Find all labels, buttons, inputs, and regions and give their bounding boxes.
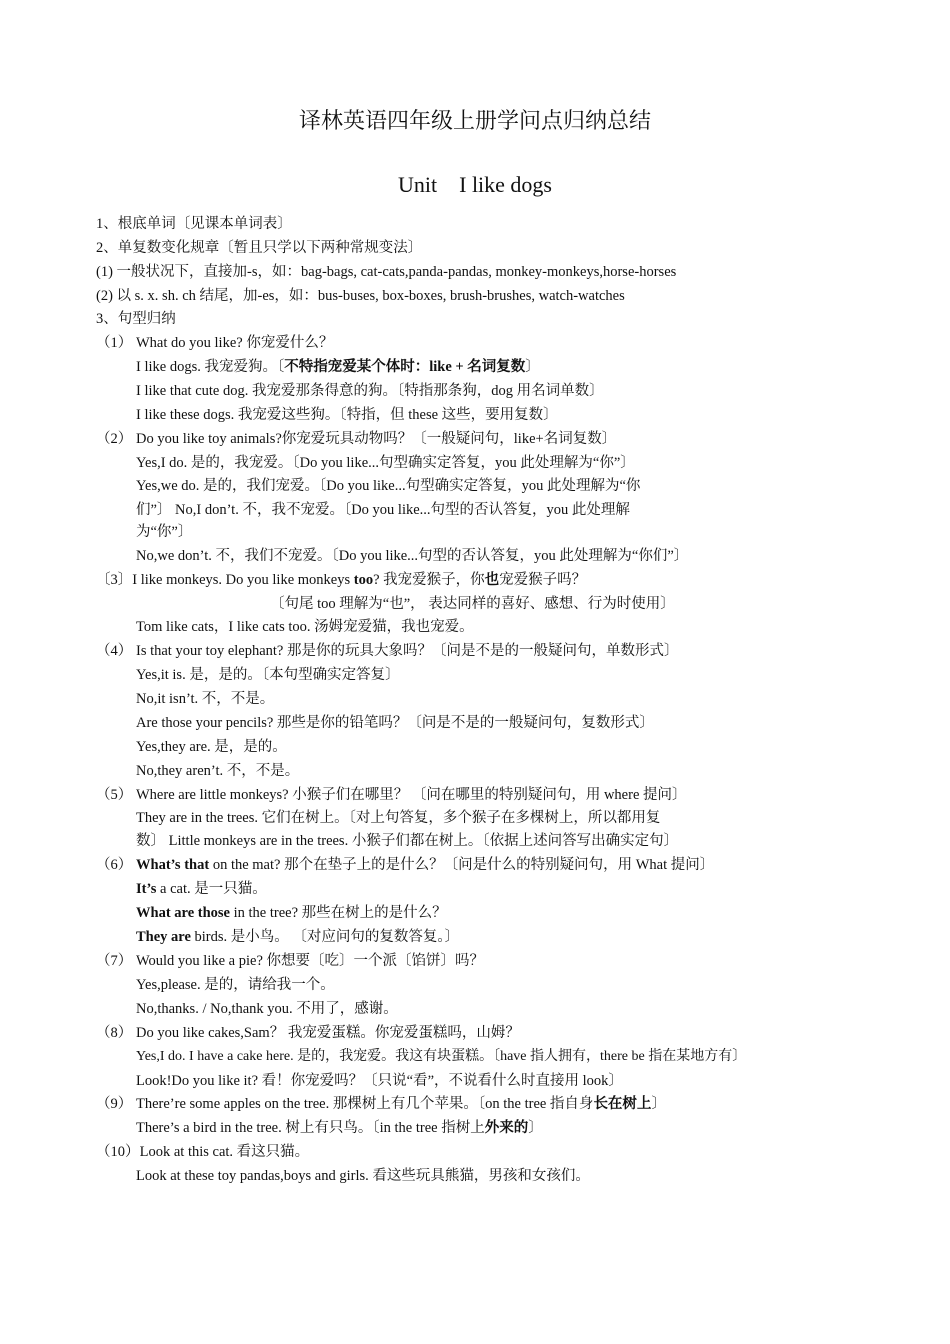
item-10-line-1: （10） Look at this cat. 看这只猫。 [96,1144,310,1160]
item-number: （10） [96,1144,140,1160]
item-4-line-4: Are those your pencils? 那些是你的铅笔吗？〔问是不是的一般疑问句，复数形式〕 [136,715,654,731]
item-4-line-1: （4） Is that your toy elephant? 那是你的玩具大象吗？〔问是不是的一般疑问句，单数形式〕 [96,643,679,659]
item-6-line-3: What are those in the tree? 那些在树上的是什么？ [136,905,447,921]
section-sentence-patterns: 3、句型归纳 [96,311,176,327]
item-6-line-4: They are birds. 是小鸟。 〔对应问句的复数答复。〕 [136,929,460,945]
item-2-line-6: No,we don’t. 不，我们不宠爱。〔Do you like...句型的否认答复，you 此处理解为“你们”〕 [136,548,689,564]
item-number: （4） [96,643,133,659]
item-2-line-2: Yes,I do. 是的，我宠爱。〔Do you like...句型确实定答复，you 此处理解为“你”〕 [136,455,635,471]
item-4-line-6: No,they aren’t. 不，不是。 [136,763,300,779]
item-number: （7） [96,953,133,969]
item-9-line-2: There’s a bird in the tree. 树上有只鸟。〔in the tree 指树上外来的〕 [136,1120,543,1136]
item-number: （5） [96,787,133,803]
item-number: （8） [96,1025,133,1041]
unit-title: Unit I like dogs [398,172,552,197]
item-2-line-3: Yes,we do. 是的，我们宠爱。〔Do you like...句型确实定答复，you 此处理解为“你 [136,478,641,494]
item-5-line-1: （5） Where are little monkeys? 小猴子们在哪里？ 〔问在哪里的特别疑问句，用 where 提问〕 [96,787,687,803]
plural-rule-2: (2) 以 s. x. sh. ch 结尾，加-es，如：bus-buses, box-boxes, brush-brushes, watch-watches [96,288,625,304]
item-4-line-2: Yes,it is. 是，是的。〔本句型确实定答复〕 [136,667,400,683]
item-1-line-1: （1） What do you like? 你宠爱什么？ [96,335,334,351]
document-title: 译林英语四年级上册学问点归纳总结 [298,108,651,133]
item-2-line-1: （2） Do you like toy animals?你宠爱玩具动物吗？〔一般疑问句，like+名词复数〕 [96,431,617,447]
item-4-line-3: No,it isn’t. 不，不是。 [136,691,275,707]
item-8-line-2: Yes,I do. I have a cake here. 是的，我宠爱。我这有块蛋糕。〔have 指人拥有，there be 指在某地方有〕 [136,1049,747,1064]
item-3-line-3: Tom like cats，I like cats too. 汤姆宠爱猫，我也宠爱。 [136,619,474,635]
item-number: （9） [96,1096,133,1112]
item-6-line-2: It’s a cat. 是一只猫。 [136,881,267,897]
item-6-line-1: （6） What’s that on the mat? 那个在垫子上的是什么？〔问是什么的特别疑问句，用 What 提问〕 [96,857,715,873]
bold-note: 不特指宠爱某个体时：like + 名词复数 [284,359,526,375]
item-8-line-1: （8） Do you like cakes,Sam？ 我宠爱蛋糕。你宠爱蛋糕吗，山姆？ [96,1025,520,1041]
item-5-line-2: They are in the trees. 它们在树上。〔对上句答复，多个猴子在多棵树上，所以都用复 [136,810,661,826]
section-basic-words: 1、根底单词〔见课本单词表〕 [96,216,292,232]
item-4-line-5: Yes,they are. 是，是的。 [136,739,287,755]
item-number: （2） [96,431,133,447]
item-2-line-5: 为“你”〕 [136,524,193,540]
section-plural-rules: 2、单复数变化规章〔暂且只学以下两种常规变法〕 [96,240,423,256]
item-5-line-3: 数〕 Little monkeys are in the trees. 小猴子们都在树上。〔依据上述问答写出确实定句〕 [136,833,679,849]
item-8-line-3: Look!Do you like it? 看！你宠爱吗？〔只说“看”，不说看什么时直接用 look〕 [136,1073,623,1089]
item-3-line-1: 〔3〕I like monkeys. Do you like monkeys too? 我宠爱猴子，你也宠爱猴子吗？ [96,572,587,588]
item-10-line-2: Look at these toy pandas,boys and girls. 看这些玩具熊猫，男孩和女孩们。 [136,1168,590,1184]
item-number: 〔3〕 [96,572,133,588]
item-1-line-4: I like these dogs. 我宠爱这些狗。〔特指，但 these 这些，要用复数〕 [136,407,558,423]
item-3-line-2: 〔句尾 too 理解为“也”， 表达同样的喜好、感想、行为时使用〕 [270,596,675,612]
plural-rule-1: (1) 一般状况下，直接加-s，如：bag-bags, cat-cats,panda-pandas, monkey-monkeys,horse-horses [96,264,677,280]
item-7-line-2: Yes,please. 是的，请给我一个。 [136,977,335,993]
item-9-line-1: （9） There’re some apples on the tree. 那棵树上有几个苹果。〔on the tree 指自身长在树上〕 [96,1096,666,1112]
item-7-line-3: No,thanks. / No,thank you. 不用了，感谢。 [136,1001,398,1017]
item-number: （1） [96,335,133,351]
item-1-line-2: I like dogs. 我宠爱狗。〔不特指宠爱某个体时：like + 名词复数〕 [136,359,540,375]
item-1-line-3: I like that cute dog. 我宠爱那条得意的狗。〔特指那条狗，dog 用名词单数〕 [136,383,604,399]
item-number: （6） [96,857,133,873]
item-7-line-1: （7） Would you like a pie? 你想要〔吃〕一个派〔馅饼〕吗？ [96,953,485,969]
item-2-line-4: 们”〕 No,I don’t. 不，我不宠爱。〔Do you like...句型的否认答复，you 此处理解 [136,502,630,518]
